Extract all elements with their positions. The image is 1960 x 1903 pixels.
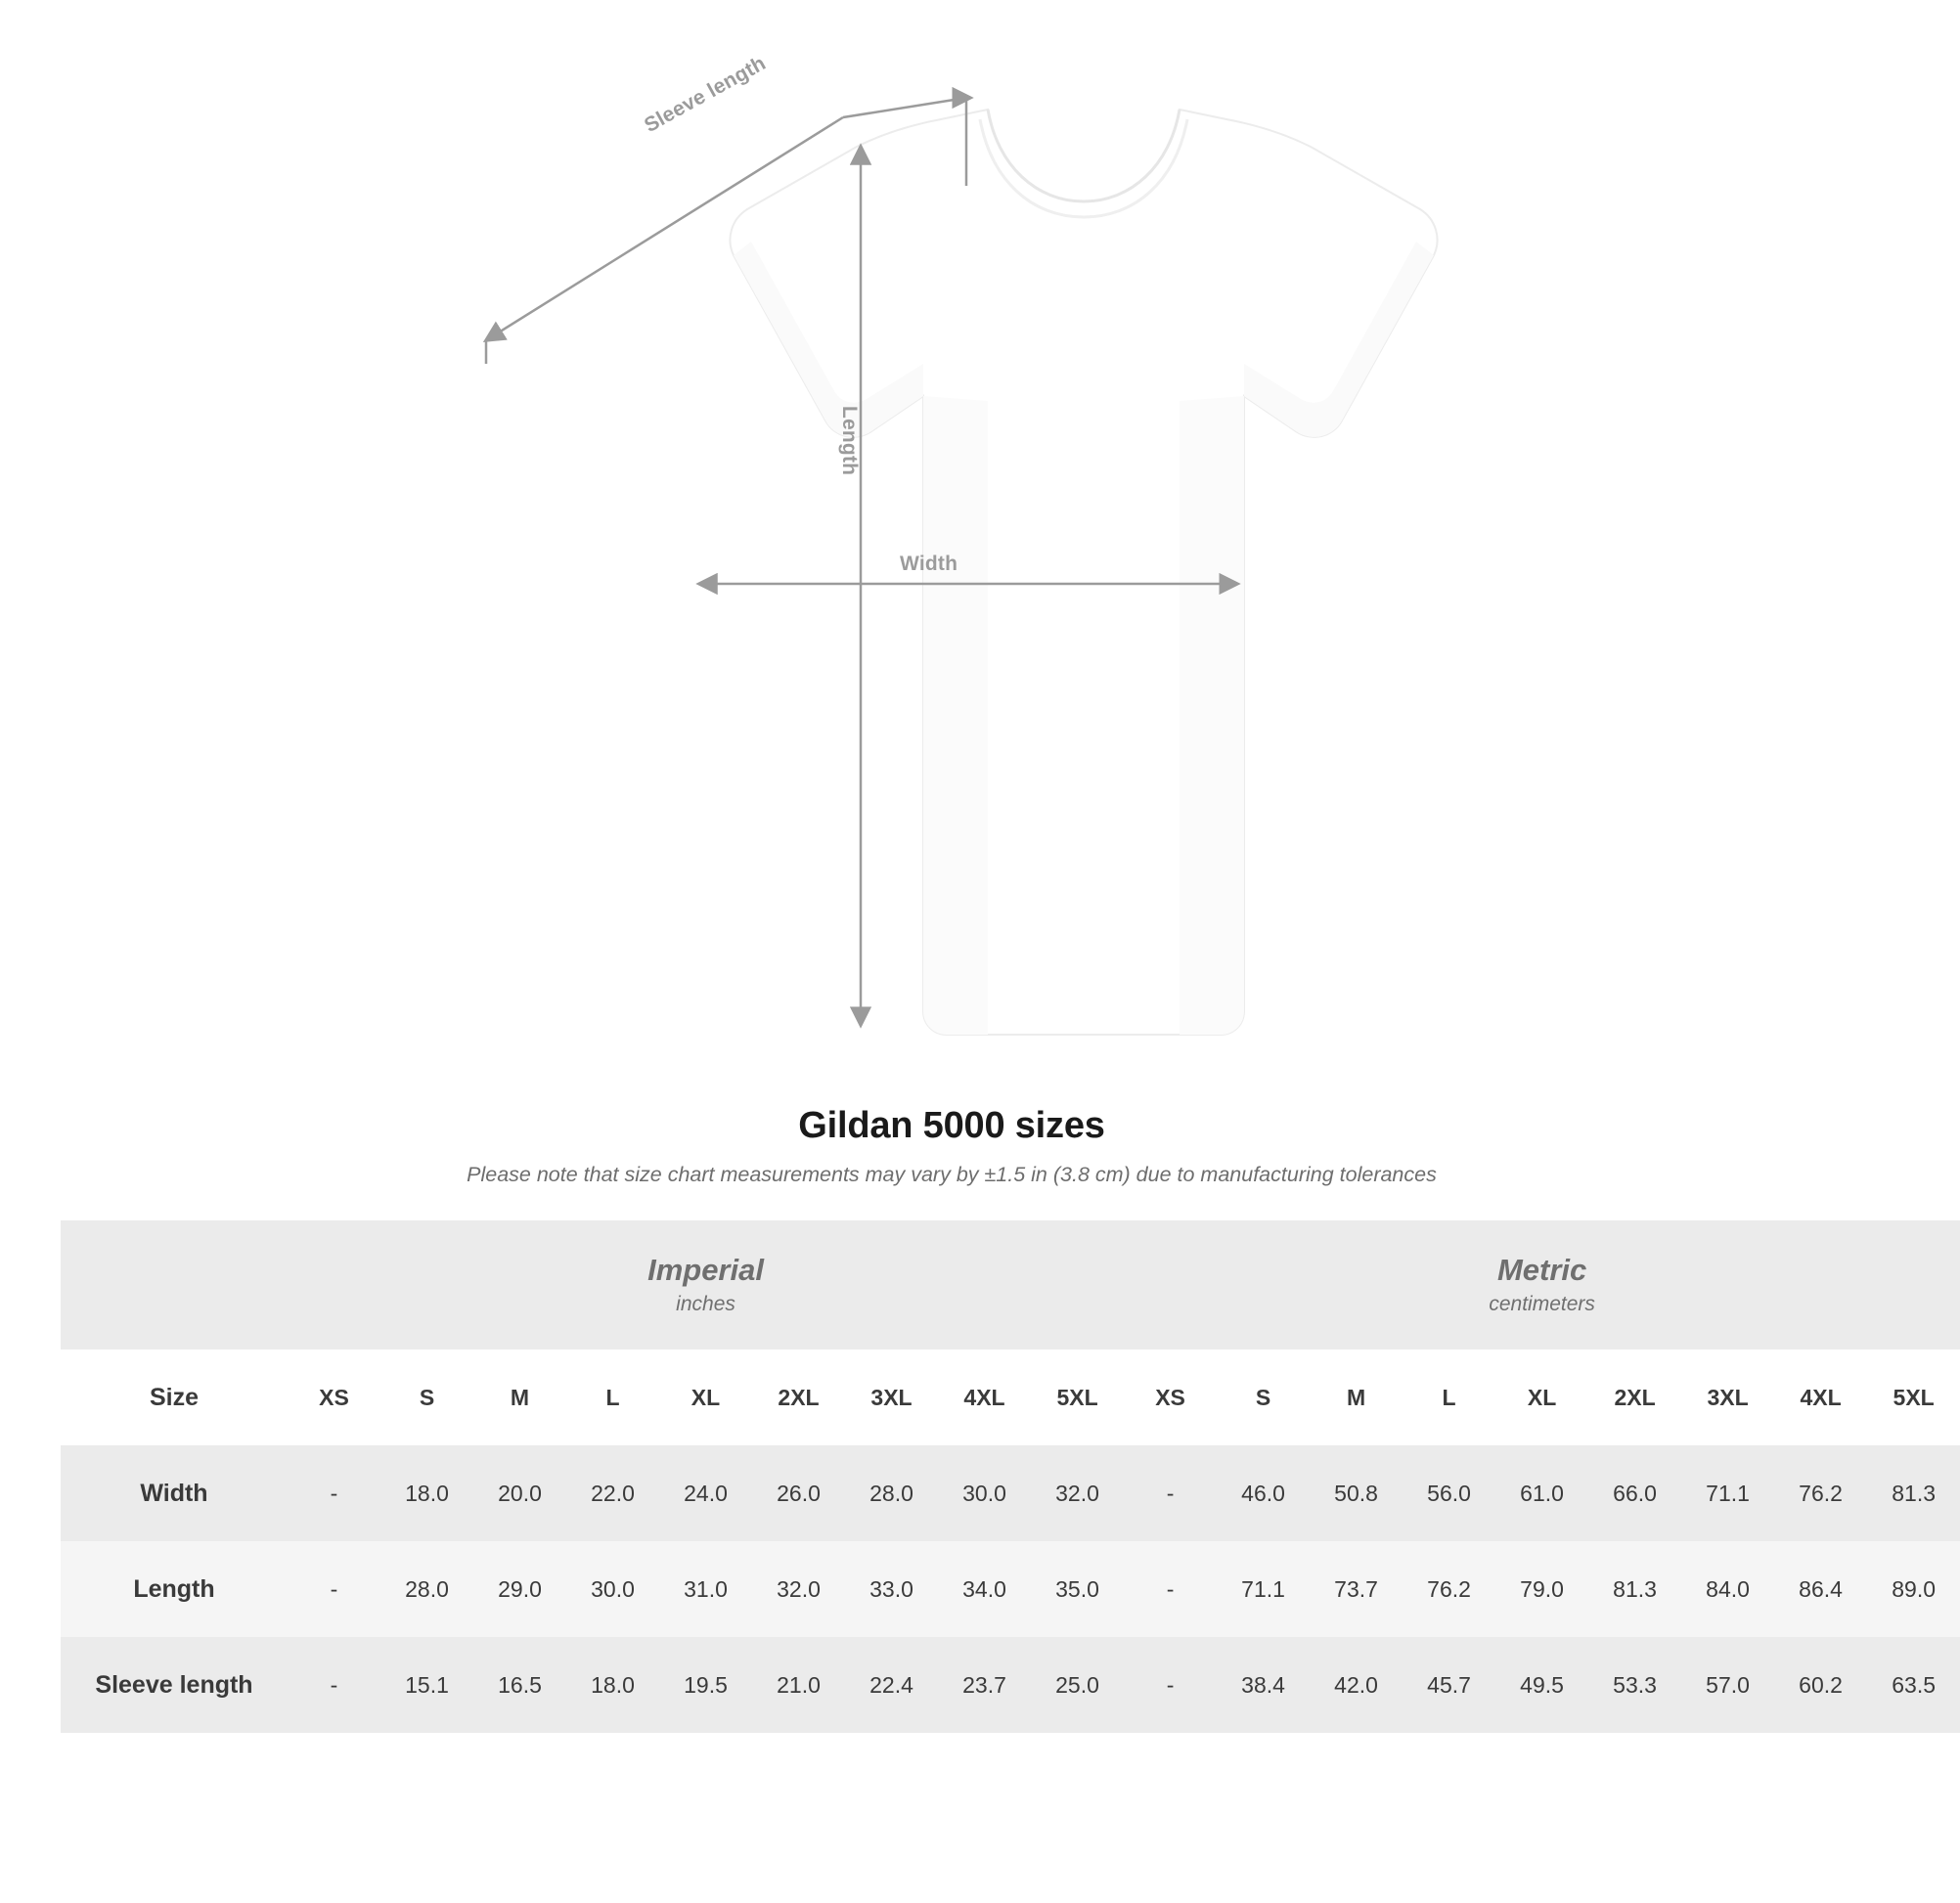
- cell-width-11: 50.8: [1310, 1445, 1403, 1541]
- table-row: [61, 1445, 1960, 1541]
- cell-length-7: 34.0: [938, 1541, 1031, 1637]
- unit-group-imperial-sub: inches: [676, 1293, 735, 1316]
- cell-sleeve-2: 16.5: [473, 1637, 566, 1733]
- row-label-width: Width: [61, 1445, 288, 1541]
- size-col-4xl-imperial: 4XL: [938, 1350, 1031, 1445]
- unit-group-metric: [1124, 1220, 1960, 1350]
- cell-width-3: 22.0: [566, 1445, 659, 1541]
- cell-sleeve-4: 19.5: [659, 1637, 752, 1733]
- unit-group-imperial: [288, 1220, 1124, 1350]
- cell-width-10: 46.0: [1217, 1445, 1310, 1541]
- size-col-xl-imperial: XL: [659, 1350, 752, 1445]
- cell-length-0: -: [288, 1541, 380, 1637]
- cell-width-4: 24.0: [659, 1445, 752, 1541]
- size-col-xs-metric: XS: [1124, 1350, 1217, 1445]
- size-col-5xl-imperial: 5XL: [1031, 1350, 1124, 1445]
- size-col-m-imperial: M: [473, 1350, 566, 1445]
- sleeve-length-label: Sleeve length: [641, 52, 770, 138]
- size-col-l-imperial: L: [566, 1350, 659, 1445]
- cell-width-6: 28.0: [845, 1445, 938, 1541]
- cell-sleeve-10: 38.4: [1217, 1637, 1310, 1733]
- cell-sleeve-8: 25.0: [1031, 1637, 1124, 1733]
- size-col-s-metric: S: [1217, 1350, 1310, 1445]
- cell-length-8: 35.0: [1031, 1541, 1124, 1637]
- cell-sleeve-11: 42.0: [1310, 1637, 1403, 1733]
- size-col-xs-imperial: XS: [288, 1350, 380, 1445]
- size-col-2xl-imperial: 2XL: [752, 1350, 845, 1445]
- page-title: Gildan 5000 sizes: [798, 1105, 1105, 1146]
- cell-width-9: -: [1124, 1445, 1217, 1541]
- table-row: [61, 1637, 1960, 1733]
- unit-group-metric-sub: centimeters: [1489, 1293, 1595, 1316]
- cell-length-5: 32.0: [752, 1541, 845, 1637]
- cell-length-14: 81.3: [1588, 1541, 1681, 1637]
- cell-sleeve-14: 53.3: [1588, 1637, 1681, 1733]
- cell-length-16: 86.4: [1774, 1541, 1867, 1637]
- cell-length-17: 89.0: [1867, 1541, 1960, 1637]
- size-col-3xl-imperial: 3XL: [845, 1350, 938, 1445]
- cell-width-12: 56.0: [1403, 1445, 1495, 1541]
- cell-length-10: 71.1: [1217, 1541, 1310, 1637]
- cell-sleeve-3: 18.0: [566, 1637, 659, 1733]
- cell-length-3: 30.0: [566, 1541, 659, 1637]
- cell-length-6: 33.0: [845, 1541, 938, 1637]
- cell-length-4: 31.0: [659, 1541, 752, 1637]
- unit-corner-cell: [61, 1220, 288, 1350]
- size-table: [61, 1220, 1960, 1733]
- cell-width-8: 32.0: [1031, 1445, 1124, 1541]
- cell-length-13: 79.0: [1495, 1541, 1588, 1637]
- size-col-l-metric: L: [1403, 1350, 1495, 1445]
- cell-sleeve-17: 63.5: [1867, 1637, 1960, 1733]
- size-col-m-metric: M: [1310, 1350, 1403, 1445]
- size-col-xl-metric: XL: [1495, 1350, 1588, 1445]
- cell-width-7: 30.0: [938, 1445, 1031, 1541]
- cell-sleeve-15: 57.0: [1681, 1637, 1774, 1733]
- table-row: [61, 1541, 1960, 1637]
- cell-sleeve-5: 21.0: [752, 1637, 845, 1733]
- size-col-s-imperial: S: [380, 1350, 473, 1445]
- unit-header-row: [61, 1220, 1960, 1350]
- size-header-row: [61, 1350, 1960, 1445]
- cell-width-17: 81.3: [1867, 1445, 1960, 1541]
- cell-sleeve-6: 22.4: [845, 1637, 938, 1733]
- cell-sleeve-1: 15.1: [380, 1637, 473, 1733]
- tshirt-shape: [730, 110, 1437, 1035]
- size-col-2xl-metric: 2XL: [1588, 1350, 1681, 1445]
- row-label-sleeve-length: Sleeve length: [61, 1637, 288, 1733]
- unit-group-imperial-name: Imperial: [647, 1252, 764, 1287]
- cell-sleeve-0: -: [288, 1637, 380, 1733]
- size-table-wrapper: [61, 1220, 1936, 1733]
- size-col-5xl-metric: 5XL: [1867, 1350, 1960, 1445]
- cell-sleeve-13: 49.5: [1495, 1637, 1588, 1733]
- cell-length-1: 28.0: [380, 1541, 473, 1637]
- tolerance-note: Please note that size chart measurements may vary by ±1.5 in (3.8 cm) due to manufacturing tolerances: [467, 1163, 1437, 1186]
- row-label-length: Length: [61, 1541, 288, 1637]
- cell-length-2: 29.0: [473, 1541, 566, 1637]
- size-col-4xl-metric: 4XL: [1774, 1350, 1867, 1445]
- cell-width-0: -: [288, 1445, 380, 1541]
- cell-width-2: 20.0: [473, 1445, 566, 1541]
- cell-length-15: 84.0: [1681, 1541, 1774, 1637]
- cell-width-14: 66.0: [1588, 1445, 1681, 1541]
- cell-sleeve-12: 45.7: [1403, 1637, 1495, 1733]
- cell-width-13: 61.0: [1495, 1445, 1588, 1541]
- cell-width-1: 18.0: [380, 1445, 473, 1541]
- cell-length-9: -: [1124, 1541, 1217, 1637]
- length-label: Length: [838, 406, 861, 476]
- cell-width-5: 26.0: [752, 1445, 845, 1541]
- cell-sleeve-7: 23.7: [938, 1637, 1031, 1733]
- unit-group-metric-name: Metric: [1496, 1252, 1587, 1287]
- width-label: Width: [900, 553, 958, 575]
- cell-sleeve-9: -: [1124, 1637, 1217, 1733]
- size-col-3xl-metric: 3XL: [1681, 1350, 1774, 1445]
- size-header-label: Size: [61, 1350, 288, 1445]
- cell-width-15: 71.1: [1681, 1445, 1774, 1541]
- cell-length-12: 76.2: [1403, 1541, 1495, 1637]
- cell-length-11: 73.7: [1310, 1541, 1403, 1637]
- cell-width-16: 76.2: [1774, 1445, 1867, 1541]
- title-block: [0, 1105, 1903, 1187]
- cell-sleeve-16: 60.2: [1774, 1637, 1867, 1733]
